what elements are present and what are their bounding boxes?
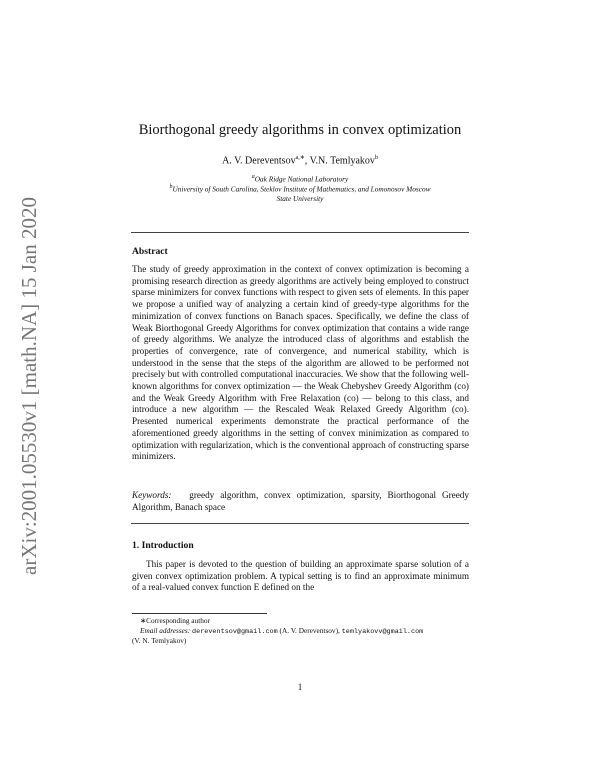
email-1-name: (A. V. Dereventsov),	[279, 626, 340, 635]
paper-title: Biorthogonal greedy algorithms in convex optimization	[138, 122, 462, 138]
author-separator: ,	[304, 155, 310, 167]
email-1[interactable]: dereventsov@gmail.com	[192, 628, 278, 636]
affiliation-b-mark: b	[169, 184, 173, 190]
footnote-rule	[132, 613, 267, 614]
affiliation-a-mark: a	[251, 174, 255, 180]
affiliation-a-text: Oak Ridge National Laboratory	[254, 174, 349, 184]
author-1: A. V. Dereventsov	[222, 155, 296, 167]
keywords-label: Keywords:	[132, 490, 172, 500]
page-number: 1	[297, 682, 303, 692]
arxiv-stamp	[14, 190, 44, 575]
intro-heading: 1. Introduction	[132, 540, 194, 551]
affiliation-b	[120, 182, 480, 204]
abstract-bottom-rule	[131, 523, 469, 524]
abstract-top-rule	[131, 232, 469, 233]
affiliation-b-line1: University of South Carolina, Steklov Institute of Mathematics, and Lomonosov Moscow	[172, 184, 431, 194]
author-1-marks: a,∗	[295, 155, 305, 161]
footnote-corresponding: ∗Corresponding author	[140, 616, 210, 625]
arxiv-stamp-svg	[14, 190, 44, 575]
author-2-marks: b	[374, 155, 378, 161]
email-label: Email addresses:	[140, 626, 191, 635]
authors-line	[0, 154, 600, 166]
keywords-text: greedy algorithm, convex optimization, sparsity, Biorthogonal Greedy Algorithm, Banach space	[132, 490, 469, 512]
intro-text: This paper is devoted to the question of building an approximate sparse solution of a given convex optimization problem. A typical setting is to find an approximate minimum of a real-valued convex function E defined on the	[132, 559, 469, 593]
footnote-email-2-name: (V. N. Temlyakov)	[132, 636, 187, 645]
affiliation-b-line2: State University	[276, 194, 324, 204]
abstract-text: The study of greedy approximation in the context of convex optimization is becoming a promising research direction as greedy algorithms are actively being employed to construct sparse minimizers for convex functions with respect to given sets of elements. In this paper we propose a unified way of analyzing a certain kind of greedy-type algorithms for the minimization of convex functions on Banach spaces. Specifically, we define the class of Weak Biorthogonal Greedy Algorithms for convex optimization that contains a wide range of greedy algorithms. We analyze the introduced class of algorithms and establish the properties of convergence, rate of convergence, and numerical stability, which is understood in the sense that the steps of the algorithm are allowed to be performed not precisely but with controlled computational inaccuracies. We show that the following well-known algorithms for convex optimization — the Weak Chebyshev Greedy Algorithm (co) and the Weak Greedy Algorithm with Free Relaxation (co) — belong to this class, and introduce a new algorithm — the Rescaled Weak Relaxed Greedy Algorithm (co). Presented numerical experiments demonstrate the practical performance of the aforementioned greedy algorithms in the setting of convex minimization as compared to optimization with regularization, which is the conventional approach of constructing sparse minimizers.	[132, 264, 469, 462]
author-2: V.N. Temlyakov	[309, 155, 375, 167]
email-2[interactable]: temlyakovv@gmail.com	[341, 628, 424, 636]
keywords	[132, 490, 469, 513]
arxiv-stamp-text: arXiv:2001.05530v1 [math.NA] 15 Jan 2020	[17, 197, 41, 575]
abstract-heading: Abstract	[132, 246, 168, 257]
